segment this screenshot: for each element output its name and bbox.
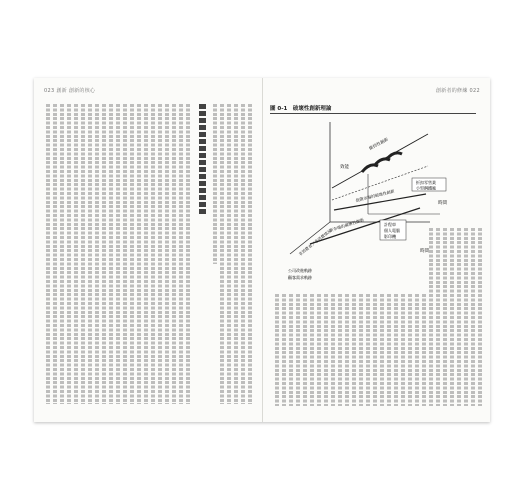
right-running-head: 創新者的修練 022 [435,88,480,94]
section-heading [199,104,206,214]
left-running-head: 023 創新 創新的核心 [44,88,96,94]
book-spread [34,78,490,422]
legend-item-1: 計程車 [384,222,396,227]
label-sustaining: 維持性創新 [368,136,389,151]
label-performance: 效能 [340,165,349,170]
label-non-consumers: 非消費者／非消費情況 [297,228,333,257]
label-company-improve: 公司改進軌跡 [288,268,312,273]
label-new-market: 新市場的破壞性創新 [328,217,365,233]
legend-item-3: 影印機 [384,234,396,239]
label-time2: 時間 [420,249,429,254]
page-gutter [262,78,263,422]
label-low-end: 低階市場的破壞性創新 [355,188,396,203]
label-time: 時間 [438,201,447,206]
figure-title: 圖 0-1 破壞性創新理論 [270,106,332,112]
legend-item-4: 折扣零售業 [416,180,436,185]
legend-item-5: 小型鋼鐵廠 [416,185,436,191]
legend-item-2: 個人電腦 [384,228,400,233]
label-customer-need: 顧客需求軌跡 [288,275,312,280]
